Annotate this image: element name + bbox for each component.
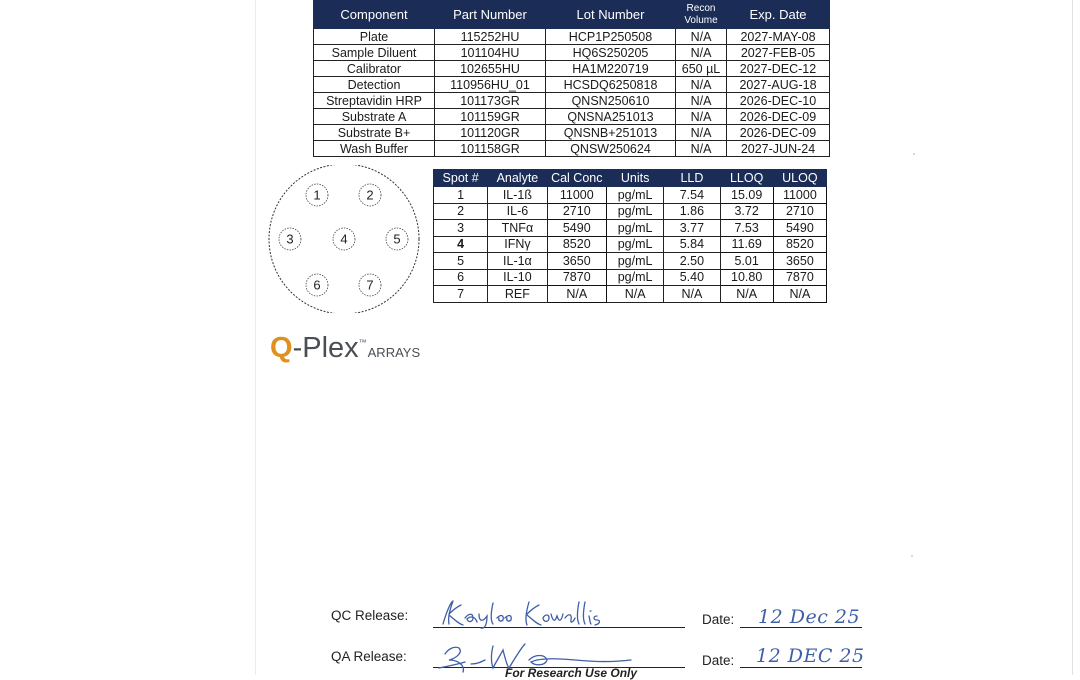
spot-number: 6 [434,269,488,286]
uloq: 3650 [773,253,826,270]
exp-date: 2027-AUG-18 [727,77,830,93]
units: pg/mL [606,236,663,253]
component-name: Calibrator [314,61,435,77]
table-row [434,220,827,237]
header-part-number: Part Number [435,1,546,29]
table-row [434,236,827,253]
component-name: Plate [314,29,435,45]
lloq: 15.09 [720,187,773,204]
components-table [313,0,830,157]
spot-number: 2 [434,203,488,220]
lot-number: QNSNA251013 [546,109,676,125]
lot-number: QNSNB+251013 [546,125,676,141]
lot-number: QNSN250610 [546,93,676,109]
exp-date: 2027-MAY-08 [727,29,830,45]
uloq: 2710 [773,203,826,220]
analyte-name: REF [488,286,547,303]
recon-volume: N/A [676,93,727,109]
spot-label: 3 [286,231,294,247]
analyte-name: IL-6 [488,203,547,220]
lld: N/A [664,286,720,303]
lld: 2.50 [664,253,720,270]
part-number: 115252HU [435,29,546,45]
recon-volume: N/A [676,141,727,157]
spot-number: 1 [434,187,488,204]
page-edge [1072,0,1073,675]
lot-number: HA1M220719 [546,61,676,77]
header-cal-conc: Cal Conc [547,170,606,187]
units: pg/mL [606,187,663,204]
header-spot: Spot # [434,170,488,187]
lot-number: HQ6S250205 [546,45,676,61]
component-name: Sample Diluent [314,45,435,61]
units: pg/mL [606,253,663,270]
analyte-name: IFNγ [488,236,547,253]
header-exp-date: Exp. Date [727,1,830,29]
analyte-name: IL-10 [488,269,547,286]
logo-arrays: ARRAYS [367,345,421,360]
logo-trademark: ™ [358,338,367,347]
component-name: Streptavidin HRP [314,93,435,109]
cal-conc: 3650 [547,253,606,270]
table-row [434,253,827,270]
header-component: Component [314,1,435,29]
spot-label: 6 [313,277,321,293]
recon-volume: N/A [676,109,727,125]
component-name: Wash Buffer [314,141,435,157]
logo-plex: -Plex [292,332,359,364]
spot-number: 5 [434,253,488,270]
uloq: 7870 [773,269,826,286]
part-number: 110956HU_01 [435,77,546,93]
uloq: N/A [773,286,826,303]
lloq: 11.69 [720,236,773,253]
component-name: Detection [314,77,435,93]
table-row [314,61,830,77]
header-recon-volume: Recon Volume [676,1,727,29]
table-row [434,187,827,204]
components-header-row [314,1,830,29]
header-units: Units [606,170,663,187]
spot-label: 5 [393,231,401,247]
logo-q: Q [270,332,293,364]
table-row [314,45,830,61]
scan-speck [911,555,913,557]
analytes-header-row [434,170,827,187]
qa-release-label: QA Release: [331,649,407,664]
part-number: 101120GR [435,125,546,141]
spot-number: 3 [434,220,488,237]
header-lld: LLD [664,170,720,187]
units: pg/mL [606,269,663,286]
table-row [314,141,830,157]
header-lloq: LLOQ [720,170,773,187]
qa-date-label: Date: [702,653,735,668]
table-row [314,93,830,109]
lld: 7.54 [664,187,720,204]
spot-label: 4 [340,231,348,247]
header-lot-number: Lot Number [546,1,676,29]
table-row [314,109,830,125]
qa-date-handwritten: 12 DEC 25 [756,645,865,667]
units: pg/mL [606,220,663,237]
uloq: 5490 [773,220,826,237]
uloq: 8520 [773,236,826,253]
part-number: 102655HU [435,61,546,77]
lloq: 3.72 [720,203,773,220]
lot-number: QNSW250624 [546,141,676,157]
recon-volume: N/A [676,125,727,141]
recon-volume: N/A [676,45,727,61]
scan-speck [913,153,915,155]
exp-date: 2026-DEC-09 [727,109,830,125]
header-uloq: ULOQ [773,170,826,187]
lld: 3.77 [664,220,720,237]
recon-volume: N/A [676,29,727,45]
qc-date-handwritten: 12 Dec 25 [758,606,861,628]
exp-date: 2026-DEC-09 [727,125,830,141]
table-row [314,77,830,93]
lloq: 10.80 [720,269,773,286]
lot-number: HCSDQ6250818 [546,77,676,93]
lloq: 7.53 [720,220,773,237]
cal-conc: 5490 [547,220,606,237]
table-row [434,286,827,303]
lot-number: HCP1P250508 [546,29,676,45]
exp-date: 2026-DEC-10 [727,93,830,109]
recon-volume: 650 µL [676,61,727,77]
component-name: Substrate B+ [314,125,435,141]
cal-conc: 8520 [547,236,606,253]
spot-label: 7 [366,277,374,293]
spot-map-diagram [264,165,424,313]
cal-conc: 2710 [547,203,606,220]
table-row [314,29,830,45]
component-name: Substrate A [314,109,435,125]
exp-date: 2027-JUN-24 [727,141,830,157]
units: pg/mL [606,203,663,220]
spot-number: 7 [434,286,488,303]
spot-label: 1 [313,187,321,203]
analytes-table [433,169,827,303]
lld: 5.84 [664,236,720,253]
qa-date-line [740,667,862,668]
analyte-name: TNFα [488,220,547,237]
spot-label: 2 [366,187,374,203]
lld: 1.86 [664,203,720,220]
qc-signature [437,598,622,630]
part-number: 101158GR [435,141,546,157]
exp-date: 2027-DEC-12 [727,61,830,77]
cal-conc: 7870 [547,269,606,286]
qc-date-label: Date: [702,612,735,627]
qc-release-label: QC Release: [331,608,409,623]
page-edge [255,0,256,675]
uloq: 11000 [773,187,826,204]
analyte-name: IL-1α [488,253,547,270]
recon-volume: N/A [676,77,727,93]
table-row [314,125,830,141]
units: N/A [606,286,663,303]
analyte-name: IL-1ß [488,187,547,204]
lloq: 5.01 [720,253,773,270]
footer-disclaimer: For Research Use Only [505,666,638,680]
part-number: 101104HU [435,45,546,61]
table-row [434,269,827,286]
exp-date: 2027-FEB-05 [727,45,830,61]
cal-conc: 11000 [547,187,606,204]
lld: 5.40 [664,269,720,286]
header-analyte: Analyte [488,170,547,187]
table-row [434,203,827,220]
spot-number: 4 [434,236,488,253]
part-number: 101173GR [435,93,546,109]
cal-conc: N/A [547,286,606,303]
part-number: 101159GR [435,109,546,125]
qplex-arrays-logo [270,332,420,366]
lloq: N/A [720,286,773,303]
